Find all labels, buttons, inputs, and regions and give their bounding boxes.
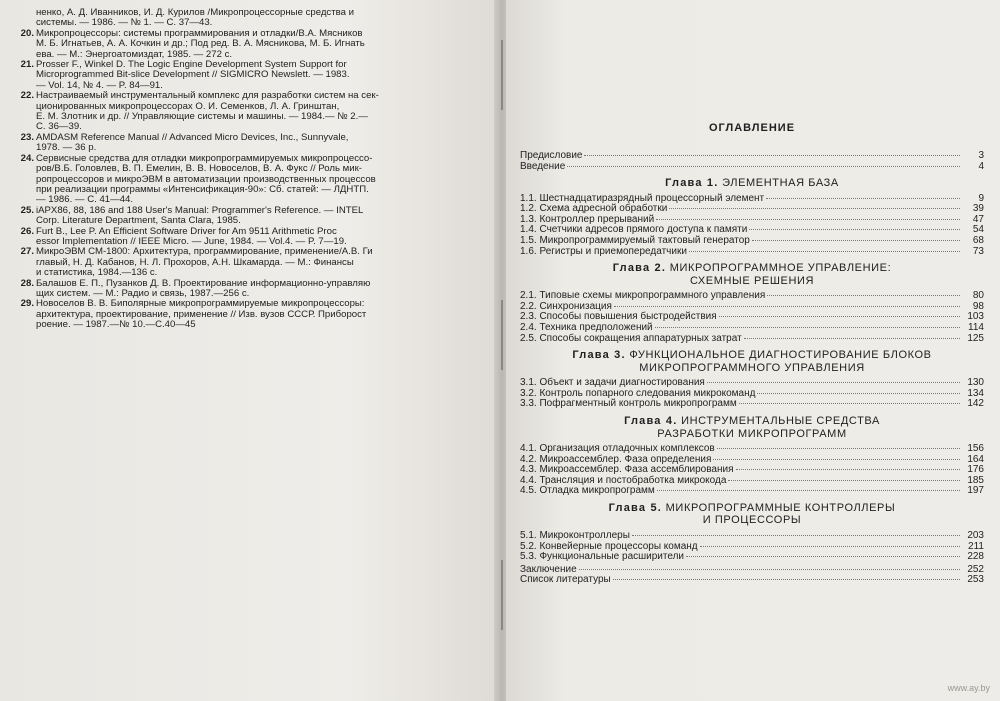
table-of-contents [520,122,984,585]
dot-leader [655,327,960,328]
toc-entry [520,161,984,172]
bibliography-text: Новоселов В. В. Биполярные микропрограммируемые микропроцессоры: архитектура, проектирование, применение // Изв. вузов СССР. Приборост роение. — 1987.—№ 10.—С.40—45 [36,298,367,331]
toc-entry-label: 1.6. Регистры и приемопередатчики [520,245,687,257]
toc-page-number: 54 [972,224,984,236]
dot-leader [767,295,960,296]
chapter-subtitle: РАЗРАБОТКИ МИКРОПРОГРАММ [657,427,847,440]
dot-leader [739,403,960,404]
bibliography-number: 27. [20,246,34,258]
toc-page-number: 9 [978,192,984,204]
chapter-number: Глава 5. [608,501,663,514]
chapter-title: МИКРОПРОГРАММНОЕ УПРАВЛЕНИЕ: [669,262,892,275]
bibliography-text: Микропроцессоры: системы программирования и отладки/В.А. Мясников М. Б. Игнатьев, А. А. Кочкин и др.; Под ред. В. А. Мясникова, М. Б. Игнать ева. — М.: Энергоатомиздат, 1985. — 272 с. [36,27,365,60]
chapter-heading [520,262,984,287]
bibliography-number: 23. [20,131,34,143]
toc-entry [520,224,984,235]
dot-leader [700,546,960,547]
toc-page-number: 176 [967,464,984,476]
toc-page-number: 164 [967,453,984,465]
dot-leader [567,166,960,167]
toc-entry-label: 5.2. Конвейерные процессоры команд [520,540,698,552]
dot-leader [614,306,960,307]
bibliography-entry [22,227,458,248]
dot-leader [686,556,960,557]
right-page [506,0,1000,701]
toc-page-number: 130 [967,377,984,389]
toc-entry-label: 5.1. Микроконтроллеры [520,529,630,541]
toc-page-number: 47 [972,213,984,225]
bibliography-number: 22. [20,90,34,102]
dot-leader [657,490,960,491]
toc-page-number: 156 [967,443,984,454]
toc-page-number: 142 [967,398,984,410]
bibliography-entry [22,154,458,206]
toc-page-number: 68 [972,235,984,247]
bibliography-number: 28. [20,277,34,289]
toc-page-number: 39 [972,203,984,215]
toc-entry [520,398,984,409]
chapter-number: Глава 4. [624,415,678,427]
toc-entry-label: 1.4. Счетчики адресов прямого доступа к памяти [520,224,748,236]
bibliography-entry [22,60,458,91]
bibliography-entry [22,91,458,133]
toc-entry-label: 3.3. Пофрагментный контроль микропрограмм [520,398,737,410]
toc-page-number: 252 [967,563,984,575]
dot-leader [689,251,960,252]
toc-page-number: 197 [967,485,984,497]
dot-leader [632,535,960,536]
dot-leader [717,448,960,449]
binding-stitch [501,300,503,370]
toc-entry [520,203,984,214]
toc-entry [520,541,984,552]
toc-entry [520,214,984,225]
bibliography-entry [22,8,458,29]
toc-entry-label: 1.1. Шестнадцатиразрядный процессорный элемент [520,192,765,204]
binding-stitch [501,40,503,110]
chapter-subtitle: МИКРОПРОГРАММНОГО УПРАВЛЕНИЯ [639,361,865,374]
dot-leader [707,382,960,383]
toc-entry [520,301,984,312]
chapter-heading [520,177,984,190]
bibliography-text: Настраиваемый инструментальный комплекс для разработки систем на сек- ционированных микропроцессорах О. И. Семенков, Л. А. Гринштан, Е. М. Злотник и др. // Управляющие системы и машины. — 1984.— № 2.— С. 36—39. [36,90,379,133]
dot-leader [728,480,960,481]
toc-entry-label: 3.1. Объект и задачи диагностирования [520,377,705,389]
toc-page-number: 211 [968,540,984,552]
toc-entry-label: Предисловие [520,150,583,161]
bibliography-text: МикроЭВМ СМ-1800: Архитектура, программирование, применение/А.В. Ги главый, Н. Д. Кабанов, Н. Л. Прохоров, А.Н. Шкамарда. — М.: Финансы и статистика, 1984.—136 с. [36,246,373,279]
toc-entry-label: 1.2. Схема адресной обработки [520,203,668,215]
toc-page-number: 103 [967,311,984,323]
chapter-number: Глава 2. [612,262,667,275]
left-page [0,0,498,701]
chapter-heading [520,415,984,440]
toc-entry [520,235,984,246]
toc-page-number: 134 [967,387,984,399]
watermark: www.ay.by [947,683,990,693]
chapter-subtitle: И ПРОЦЕССОРЫ [702,514,802,527]
dot-leader [656,219,960,220]
chapter-title: МИКРОПРОГРАММНЫЕ КОНТРОЛЛЕРЫ [665,501,896,514]
bibliography-text: ненко, А. Д. Иванников, И. Д. Курилов /Микропроцессорные средства и системы. — 1986. — № 1. — С. 37—43. [36,7,354,29]
binding-stitch [501,560,503,630]
bibliography-text: Prosser F., Winkel D. The Logic Engine Development System Support for Microprogrammed Bit-slice Development // SIGMICRO Newslett. — 1983. — Vol. 14, № 4. — P. 84—91. [36,59,350,91]
bibliography-number: 20. [20,27,34,39]
bibliography-text: Furt B., Lee P. An Efficient Software Driver for Am 9511 Arithmetic Proc essor Implementation // IEEE Micro. — June, 1984. — Vol.4. — P. 7—19. [36,225,347,247]
chapter-subtitle: СХЕМНЫЕ РЕШЕНИЯ [689,274,815,287]
toc-page-number: 203 [967,529,984,541]
bibliography-entry [22,279,458,300]
toc-entry [520,388,984,399]
toc-entry-label: 4.3. Микроассемблер. Фаза ассемблирования [520,464,734,476]
toc-entry [520,311,984,322]
dot-leader [749,229,960,230]
bibliography-number: 25. [20,204,34,216]
bibliography-entry [22,133,458,154]
bibliography-text: Балашов Е. П., Пузанков Д. В. Проектирование информационно-управляю щих систем. — М.: Радио и связь, 1987.—256 с. [36,277,371,299]
dot-leader [613,579,960,580]
toc-entry [520,574,984,585]
toc-entry [520,564,984,575]
dot-leader [757,393,960,394]
toc-entry [520,150,984,161]
toc-entry [520,464,984,475]
toc-entry-label: Список литературы [520,574,611,586]
toc-entry [520,322,984,333]
toc-entry [520,333,984,344]
dot-leader [719,316,960,317]
toc-page-number: 253 [967,574,984,586]
toc-entry-label: 2.2. Синхронизация [520,300,612,312]
toc-page-number: 3 [978,150,984,161]
toc-entry-label: 4.1. Организация отладочных комплексов [520,443,715,454]
toc-entry-label: Введение [520,160,566,172]
dot-leader [579,569,960,570]
toc-entry-label: 4.5. Отладка микропрограмм [520,485,655,497]
toc-entry-label: 2.3. Способы повышения быстродействия [520,311,717,323]
dot-leader [713,459,960,460]
bibliography-entry [22,206,458,227]
toc-entry-label: 3.2. Контроль попарного следования микрокоманд [520,387,756,399]
toc-entry-label: 5.3. Функциональные расширители [520,551,685,563]
chapter-number: Глава 3. [572,349,626,362]
chapter-heading [520,502,984,527]
toc-entry [520,475,984,486]
bibliography-number: 26. [20,225,34,237]
bibliography-number: 21. [20,59,34,71]
dot-leader [752,240,960,241]
toc-page-number: 185 [967,474,984,486]
toc-entry [520,454,984,465]
chapter-heading [520,349,984,374]
bibliography-number: 29. [20,298,34,310]
toc-page-number: 125 [967,332,984,344]
toc-entry [520,485,984,496]
toc-page-number: 80 [972,290,984,302]
toc-entry [520,551,984,562]
toc-entry-label: 1.3. Контроллер прерываний [520,213,655,225]
bibliography-entry [22,299,458,330]
toc-entry-label: 2.1. Типовые схемы микропрограммного управления [520,290,766,302]
bibliography-entry [22,247,458,278]
toc-title: ОГЛАВЛЕНИЕ [708,122,796,134]
bibliography-text: iAPX86, 88, 186 and 188 User's Manual: Programmer's Reference. — INTEL Corp. Literature Department, Santa Clara, 1985. [36,204,364,227]
toc-page-number: 4 [978,160,984,172]
toc-page-number: 73 [972,245,984,257]
toc-entry [520,443,984,454]
toc-entry-label: 2.5. Способы сокращения аппаратурных затрат [520,332,742,344]
dot-leader [736,469,960,470]
toc-entry-label: 4.2. Микроассемблер. Фаза определения [520,453,712,465]
dot-leader [766,198,960,199]
toc-entry [520,246,984,257]
toc-entry [520,377,984,388]
bibliography-entry [22,29,458,60]
bibliography-text: Сервисные средства для отладки микропрограммируемых микропроцессо- ров/В.Б. Головлев, В. П. Емелин, В. В. Новоселов, В. А. Фукс // Роль мик- ропроцессоров и микроЭВМ в автоматизации производственных процессов при реализации программы «Интенсификация-90»: Сб. статей: — ЛДНТП. — 1986. — С. 41—44. [36,152,376,206]
dot-leader [744,338,960,339]
chapter-title: ИНСТРУМЕНТАЛЬНЫЕ СРЕДСТВА [681,415,880,427]
dot-leader [584,155,960,156]
chapter-title: ЭЛЕМЕНТНАЯ БАЗА [722,177,839,190]
toc-page-number: 114 [968,322,984,334]
toc-entry [520,193,984,204]
bibliography-list [22,8,458,331]
chapter-number: Глава 1. [665,177,719,190]
toc-page-number: 228 [967,551,984,563]
toc-entry-label: 1.5. Микропрограммируемый тактовый генератор [520,235,750,247]
bibliography-text: AMDASM Reference Manual // Advanced Micro Devices, Inc., Sunnyvale, 1978. — 36 р. [36,131,349,154]
toc-entry-label: Заключение [520,563,577,575]
chapter-title: ФУНКЦИОНАЛЬНОЕ ДИАГНОСТИРОВАНИЕ БЛОКОВ [629,349,932,362]
toc-entry [520,290,984,301]
toc-entry-label: 2.4. Техника предположений [520,322,653,334]
toc-page-number: 98 [972,300,984,312]
bibliography-number: 24. [20,152,34,164]
toc-entry-label: 4.4. Трансляция и постобработка микрокода [520,474,727,486]
dot-leader [669,208,960,209]
toc-entry [520,530,984,541]
